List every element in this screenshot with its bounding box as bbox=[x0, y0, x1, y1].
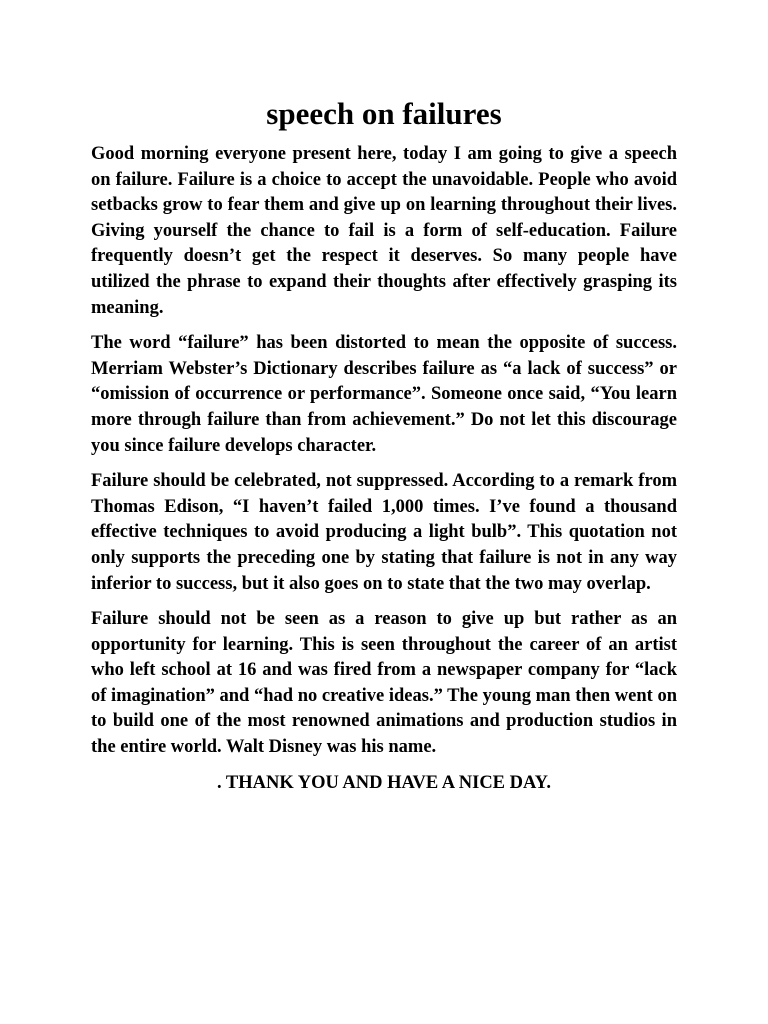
closing-line: . THANK YOU AND HAVE A NICE DAY. bbox=[217, 772, 551, 793]
document-page bbox=[91, 92, 677, 796]
paragraph-4: Failure should not be seen as a reason to give up but rather as an opportunity for learning. This is seen throughout the career of an artist who left school at 16 and was fired from a newspaper company for “lack of imagination” and “had no creative ideas.” The young man then went on to build one of the most renowned animations and production studios in the entire world. Walt Disney was his name. bbox=[91, 609, 677, 758]
paragraph-2: The word “failure” has been distorted to mean the opposite of success. Merriam Webster’s Dictionary describes failure as “a lack of success” or “omission of occurrence or performance”. Someone once said, “You learn more through failure than from achievement.” Do not let this discourage you since failure develops character. bbox=[91, 333, 677, 456]
paragraph-3: Failure should be celebrated, not suppressed. According to a remark from Thomas Edison, “I haven’t failed 1,000 times. I’ve found a thousand effective techniques to avoid producing a light bulb”. This quotation not only supports the preceding one by stating that failure is not in any way inferior to success, but it also goes on to state that the two may overlap. bbox=[91, 471, 677, 594]
paragraph-1: Good morning everyone present here, today I am going to give a speech on failure. Failure is a choice to accept the unavoidable. People who avoid setbacks grow to fear them and give up on learning throughout their lives. Giving yourself the chance to fail is a form of self-education. Failure frequently doesn’t get the respect it deserves. So many people have utilized the phrase to expand their thoughts after effectively grasping its meaning. bbox=[91, 144, 677, 318]
document-title: speech on failures bbox=[266, 96, 502, 131]
